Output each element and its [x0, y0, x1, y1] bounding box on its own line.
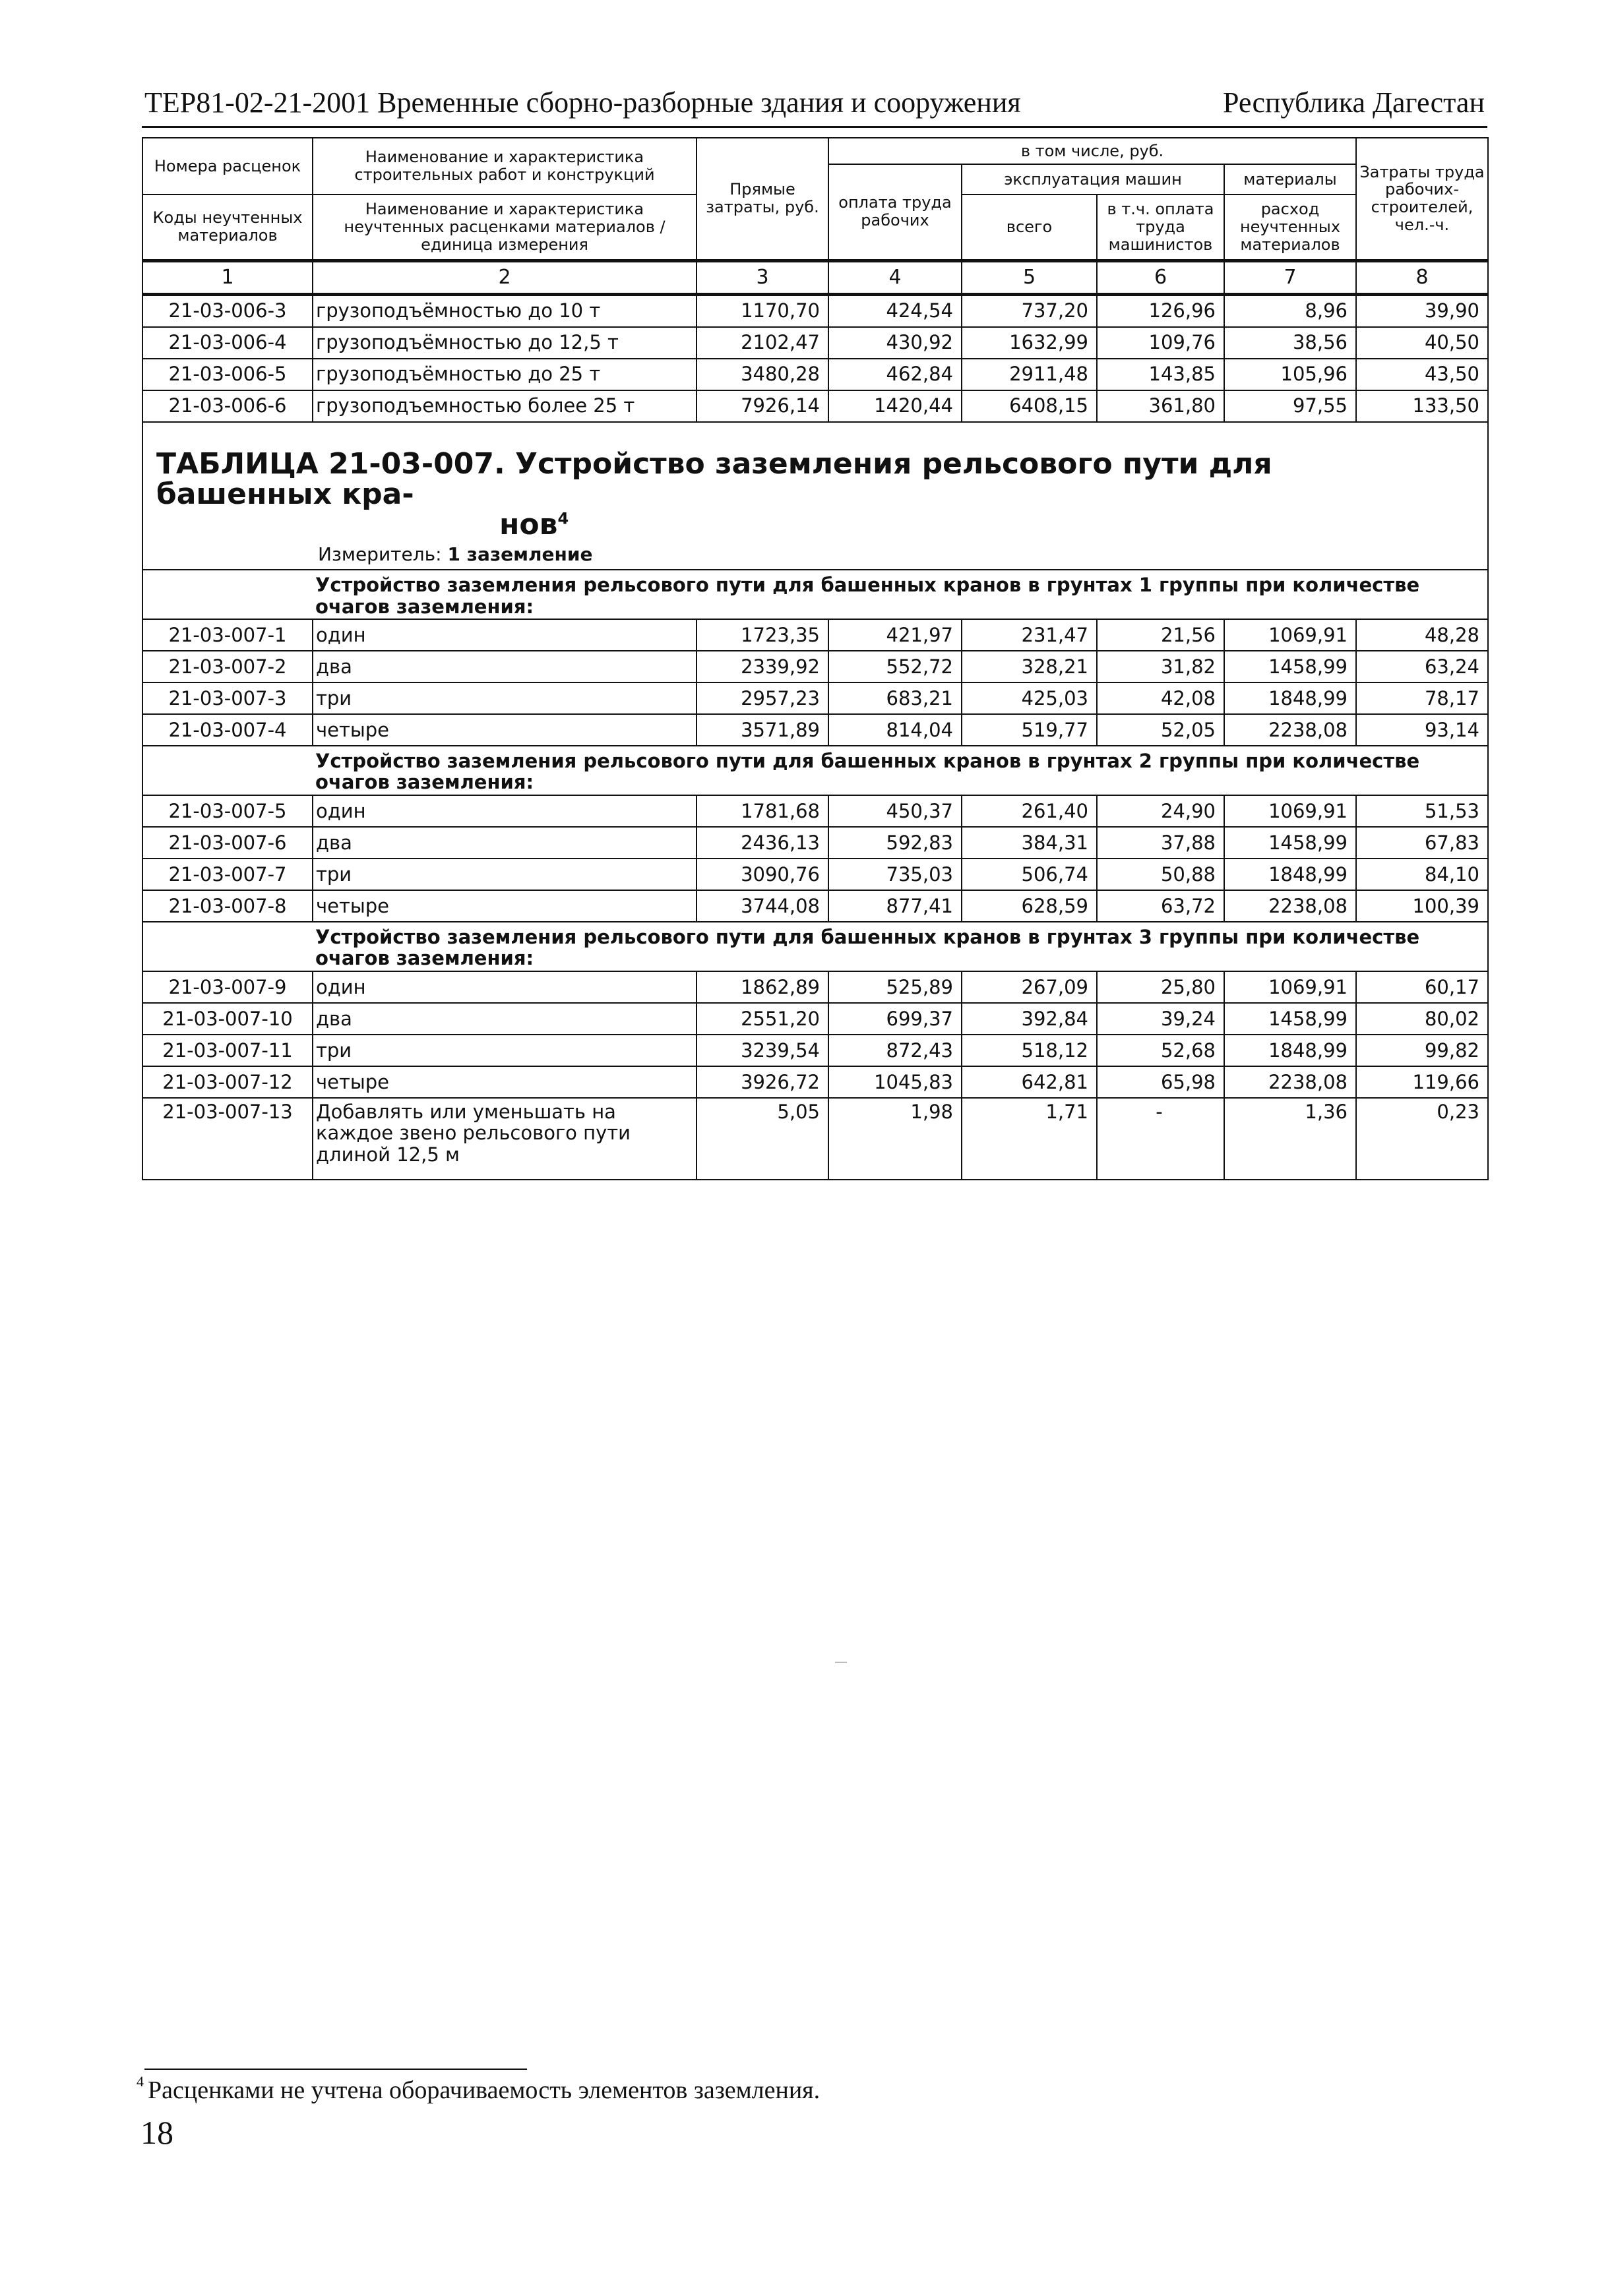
machinist-wages: - [1097, 1098, 1224, 1180]
machines-total: 2911,48 [962, 359, 1097, 390]
rate-name: два [313, 651, 697, 682]
wages: 525,89 [828, 971, 962, 1003]
machinist-wages: 65,98 [1097, 1066, 1224, 1098]
materials: 1848,99 [1224, 1035, 1356, 1066]
labor-costs: 80,02 [1356, 1003, 1488, 1035]
materials: 1069,91 [1224, 619, 1356, 651]
direct-costs: 2551,20 [697, 1003, 828, 1035]
group-caption: Устройство заземления рельсового пути для башенных кранов в грунтах 1 группы при количестве очагов заземления: [313, 570, 1488, 619]
materials: 1458,99 [1224, 827, 1356, 859]
head-rate-numbers: Номера расценок [142, 138, 313, 195]
machines-total: 425,03 [962, 682, 1097, 714]
rate-name: грузоподъёмностью до 10 т [313, 294, 697, 327]
materials: 8,96 [1224, 294, 1356, 327]
table-row [142, 327, 1488, 359]
running-header-title: ТЕР81-02-21-2001 Временные сборно-разборные здания и сооружения [144, 86, 1021, 119]
head-direct-costs: Прямые затраты, руб. [697, 138, 828, 260]
labor-costs: 67,83 [1356, 827, 1488, 859]
labor-costs: 133,50 [1356, 390, 1488, 422]
table-title-line2: нов [499, 507, 558, 541]
wages: 683,21 [828, 682, 962, 714]
direct-costs: 5,05 [697, 1098, 828, 1180]
measurer-label: Измеритель: [318, 543, 442, 566]
machines-total: 267,09 [962, 971, 1097, 1003]
machines-total: 1,71 [962, 1098, 1097, 1180]
rate-name: грузоподъёмностью до 25 т [313, 359, 697, 390]
head-wages: оплата труда рабочих [828, 164, 962, 260]
rate-code: 21-03-006-4 [142, 327, 313, 359]
direct-costs: 3571,89 [697, 714, 828, 746]
rate-code: 21-03-007-8 [142, 890, 313, 922]
table-row [142, 827, 1488, 859]
machines-total: 6408,15 [962, 390, 1097, 422]
column-number: 6 [1097, 260, 1224, 294]
direct-costs: 7926,14 [697, 390, 828, 422]
wages: 872,43 [828, 1035, 962, 1066]
machinist-wages: 109,76 [1097, 327, 1224, 359]
column-number: 3 [697, 260, 828, 294]
head-material-codes: Коды неучтенных материалов [142, 195, 313, 260]
group-caption-row [142, 746, 1488, 795]
machines-total: 392,84 [962, 1003, 1097, 1035]
labor-costs: 40,50 [1356, 327, 1488, 359]
column-number: 4 [828, 260, 962, 294]
labor-costs: 78,17 [1356, 682, 1488, 714]
materials: 105,96 [1224, 359, 1356, 390]
materials: 1458,99 [1224, 1003, 1356, 1035]
labor-costs: 51,53 [1356, 795, 1488, 827]
column-number: 1 [142, 260, 313, 294]
table-body [142, 260, 1488, 1180]
materials: 1848,99 [1224, 859, 1356, 890]
materials: 38,56 [1224, 327, 1356, 359]
labor-costs: 84,10 [1356, 859, 1488, 890]
direct-costs: 2102,47 [697, 327, 828, 359]
measurer-row [142, 540, 1488, 570]
machinist-wages: 31,82 [1097, 651, 1224, 682]
materials: 2238,08 [1224, 1066, 1356, 1098]
machines-total: 506,74 [962, 859, 1097, 890]
machinist-wages: 37,88 [1097, 827, 1224, 859]
table-title-line1: ТАБЛИЦА 21-03-007. Устройство заземления рельсового пути для башенных кра- [156, 446, 1272, 511]
table-row [142, 1035, 1488, 1066]
wages: 592,83 [828, 827, 962, 859]
head-including: в том числе, руб. [828, 138, 1356, 164]
table-row [142, 1003, 1488, 1035]
group-caption: Устройство заземления рельсового пути для башенных кранов в грунтах 2 группы при количестве очагов заземления: [313, 746, 1488, 795]
machines-total: 261,40 [962, 795, 1097, 827]
head-labor-costs: Затраты труда рабочих-строителей, чел.-ч. [1356, 138, 1488, 260]
table-row [142, 971, 1488, 1003]
direct-costs: 2339,92 [697, 651, 828, 682]
rate-code: 21-03-007-12 [142, 1066, 313, 1098]
table-row [142, 1066, 1488, 1098]
table-row [142, 619, 1488, 651]
labor-costs: 99,82 [1356, 1035, 1488, 1066]
machinist-wages: 25,80 [1097, 971, 1224, 1003]
head-work-name: Наименование и характеристика строительных работ и конструкций [313, 138, 697, 195]
wages: 430,92 [828, 327, 962, 359]
rate-code: 21-03-007-13 [142, 1098, 313, 1180]
table-row [142, 1098, 1488, 1180]
wages: 421,97 [828, 619, 962, 651]
labor-costs: 60,17 [1356, 971, 1488, 1003]
labor-costs: 63,24 [1356, 651, 1488, 682]
machines-total: 1632,99 [962, 327, 1097, 359]
table-row [142, 294, 1488, 327]
rate-name: два [313, 827, 697, 859]
rate-name: четыре [313, 890, 697, 922]
wages: 1420,44 [828, 390, 962, 422]
footnote [137, 2073, 821, 2105]
wages: 424,54 [828, 294, 962, 327]
group-caption-row [142, 922, 1488, 971]
labor-costs: 0,23 [1356, 1098, 1488, 1180]
rate-code: 21-03-007-5 [142, 795, 313, 827]
rate-name: три [313, 1035, 697, 1066]
head-machinist-wages: в т.ч. оплата труда машинистов [1097, 195, 1224, 260]
table-title [143, 423, 1487, 541]
direct-costs: 3239,54 [697, 1035, 828, 1066]
direct-costs: 3090,76 [697, 859, 828, 890]
rate-name: два [313, 1003, 697, 1035]
rate-code: 21-03-007-11 [142, 1035, 313, 1066]
rate-name: грузоподъемностью более 25 т [313, 390, 697, 422]
machines-total: 518,12 [962, 1035, 1097, 1066]
head-machines-total: всего [962, 195, 1097, 260]
wages: 877,41 [828, 890, 962, 922]
table-head [142, 138, 1488, 260]
group-caption-row [142, 570, 1488, 619]
materials: 97,55 [1224, 390, 1356, 422]
labor-costs: 48,28 [1356, 619, 1488, 651]
rate-name: один [313, 971, 697, 1003]
rate-code: 21-03-007-9 [142, 971, 313, 1003]
machinist-wages: 52,68 [1097, 1035, 1224, 1066]
materials: 1458,99 [1224, 651, 1356, 682]
column-number: 2 [313, 260, 697, 294]
materials: 1848,99 [1224, 682, 1356, 714]
rate-code: 21-03-007-4 [142, 714, 313, 746]
group-caption: Устройство заземления рельсового пути для башенных кранов в грунтах 3 группы при количестве очагов заземления: [313, 922, 1488, 971]
table-row [142, 390, 1488, 422]
rate-name: три [313, 682, 697, 714]
rate-code: 21-03-007-10 [142, 1003, 313, 1035]
table-row [142, 359, 1488, 390]
labor-costs: 39,90 [1356, 294, 1488, 327]
wages: 735,03 [828, 859, 962, 890]
direct-costs: 1170,70 [697, 294, 828, 327]
column-number: 7 [1224, 260, 1356, 294]
table-row [142, 859, 1488, 890]
machinist-wages: 361,80 [1097, 390, 1224, 422]
table-row [142, 890, 1488, 922]
head-machines: эксплуатация машин [962, 164, 1224, 195]
machines-total: 519,77 [962, 714, 1097, 746]
machines-total: 231,47 [962, 619, 1097, 651]
rate-name: Добавлять или уменьшать на каждое звено рельсового пути длиной 12,5 м [313, 1098, 697, 1180]
machinist-wages: 63,72 [1097, 890, 1224, 922]
table-title-row [142, 422, 1488, 541]
rate-code: 21-03-007-1 [142, 619, 313, 651]
direct-costs: 3480,28 [697, 359, 828, 390]
machinist-wages: 21,56 [1097, 619, 1224, 651]
rates-table [142, 137, 1489, 1180]
footnote-text: Расценками не учтена оборачиваемость элементов заземления. [148, 2076, 821, 2104]
machinist-wages: 24,90 [1097, 795, 1224, 827]
direct-costs: 3744,08 [697, 890, 828, 922]
direct-costs: 2957,23 [697, 682, 828, 714]
table-row [142, 651, 1488, 682]
wages: 699,37 [828, 1003, 962, 1035]
column-number: 5 [962, 260, 1097, 294]
wages: 552,72 [828, 651, 962, 682]
head-unaccounted-materials: расход неучтенных материалов [1224, 195, 1356, 260]
measurer-value: 1 заземление [447, 543, 593, 566]
machinist-wages: 42,08 [1097, 682, 1224, 714]
direct-costs: 3926,72 [697, 1066, 828, 1098]
direct-costs: 2436,13 [697, 827, 828, 859]
wages: 462,84 [828, 359, 962, 390]
footnote-mark: 4 [557, 509, 569, 528]
header-rule [142, 126, 1487, 128]
rate-code: 21-03-007-6 [142, 827, 313, 859]
page-number: 18 [140, 2114, 173, 2151]
machines-total: 628,59 [962, 890, 1097, 922]
head-material-name: Наименование и характеристика неучтенных расценками материалов / единица измерения [313, 195, 697, 260]
footnote-number: 4 [137, 2073, 144, 2090]
rate-name: один [313, 795, 697, 827]
measurer [143, 544, 1487, 564]
materials: 1069,91 [1224, 795, 1356, 827]
machinist-wages: 126,96 [1097, 294, 1224, 327]
materials: 1,36 [1224, 1098, 1356, 1180]
machines-total: 328,21 [962, 651, 1097, 682]
table-row [142, 714, 1488, 746]
labor-costs: 119,66 [1356, 1066, 1488, 1098]
rate-name: четыре [313, 1066, 697, 1098]
rate-name: один [313, 619, 697, 651]
machinist-wages: 39,24 [1097, 1003, 1224, 1035]
footnote-rule [144, 2069, 527, 2070]
scan-artifact [835, 1662, 847, 1663]
direct-costs: 1862,89 [697, 971, 828, 1003]
direct-costs: 1723,35 [697, 619, 828, 651]
column-number-row [142, 260, 1488, 294]
materials: 2238,08 [1224, 714, 1356, 746]
rate-code: 21-03-007-3 [142, 682, 313, 714]
machinist-wages: 52,05 [1097, 714, 1224, 746]
column-number: 8 [1356, 260, 1488, 294]
rate-name: грузоподъёмностью до 12,5 т [313, 327, 697, 359]
rate-name: три [313, 859, 697, 890]
wages: 1045,83 [828, 1066, 962, 1098]
machines-total: 737,20 [962, 294, 1097, 327]
rate-code: 21-03-006-3 [142, 294, 313, 327]
materials: 1069,91 [1224, 971, 1356, 1003]
rate-code: 21-03-006-5 [142, 359, 313, 390]
materials: 2238,08 [1224, 890, 1356, 922]
rate-name: четыре [313, 714, 697, 746]
rate-code: 21-03-007-2 [142, 651, 313, 682]
table-row [142, 682, 1488, 714]
wages: 450,37 [828, 795, 962, 827]
wages: 1,98 [828, 1098, 962, 1180]
wages: 814,04 [828, 714, 962, 746]
rate-code: 21-03-007-7 [142, 859, 313, 890]
machinist-wages: 143,85 [1097, 359, 1224, 390]
head-materials: материалы [1224, 164, 1356, 195]
direct-costs: 1781,68 [697, 795, 828, 827]
machinist-wages: 50,88 [1097, 859, 1224, 890]
machines-total: 384,31 [962, 827, 1097, 859]
labor-costs: 100,39 [1356, 890, 1488, 922]
running-header-region: Республика Дагестан [1222, 86, 1485, 119]
table-row [142, 795, 1488, 827]
labor-costs: 93,14 [1356, 714, 1488, 746]
machines-total: 642,81 [962, 1066, 1097, 1098]
labor-costs: 43,50 [1356, 359, 1488, 390]
rate-code: 21-03-006-6 [142, 390, 313, 422]
